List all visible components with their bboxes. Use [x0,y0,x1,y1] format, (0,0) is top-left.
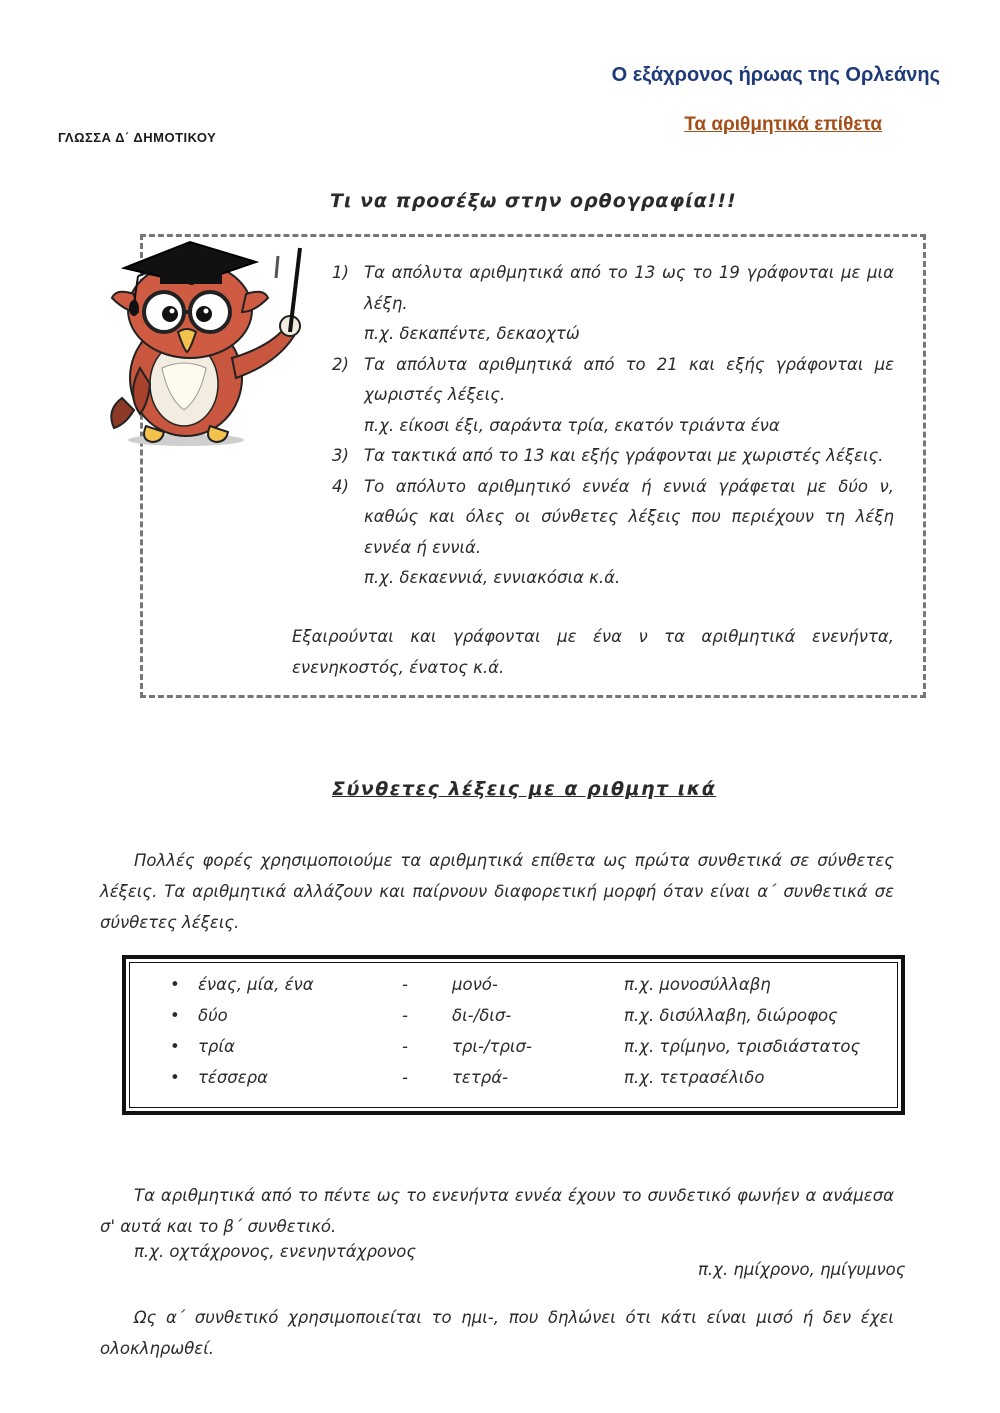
table-row [130,1037,897,1068]
numeral-prefix: τετρά- [452,1068,509,1087]
orthography-heading: Τι να προσέξω στην ορθογραφία!!! [330,190,737,212]
prefix-example: π.χ. τρίμηνο, τρισδιάστατος [624,1037,861,1056]
rule-example: π.χ. δεκαεννιά, εννιακόσια κ.ά. [364,568,621,587]
page-title: Ο εξάχρονος ήρωας της Ορλεάνης [611,64,940,86]
rule-example: π.χ. είκοσι έξι, σαράντα τρία, εκατόν τριάντα ένα [364,415,780,435]
rule-text: Τα απόλυτα αριθμητικά από το 21 και εξής γράφονται με χωριστές λέξεις. [364,354,894,404]
rule-number: 3) [332,446,349,465]
rule-item [332,258,894,350]
rule-example: π.χ. δεκαπέντε, δεκαοχτώ [364,324,580,343]
grade-label: ΓΛΩΣΣΑ Δ΄ ΔΗΜΟΤΙΚΟΥ [58,130,217,145]
compound-heading: Σύνθετες λέξεις με α ριθμητ ικά [332,778,717,800]
rule-item [332,350,894,442]
numeral-prefix: μονό- [452,975,498,994]
prefix-example: π.χ. τετρασέλιδο [624,1068,765,1087]
numeral-word: τρία [198,1037,235,1056]
connective-example: π.χ. οχτάχρονος, ενενηντάχρονος [134,1242,417,1261]
connective-vowel-text: Τα αριθμητικά από το πέντε ως το ενενήντα εννέα έχουν το συνδετικό φωνήεν α ανάμεσα σ' αυτά και το β΄ συνθετικό. [100,1186,894,1236]
numeral-prefix: τρι-/τρισ- [452,1037,532,1056]
half-prefix-example: π.χ. ημίχρονο, ημίγυμνος [698,1260,906,1279]
dash: - [402,975,408,994]
prefix-example: π.χ. μονοσύλλαβη [624,975,771,994]
prefix-table-inner [129,962,898,1108]
bullet: • [170,975,180,994]
bullet: • [170,1006,180,1025]
table-row [130,1068,897,1099]
bullet: • [170,1068,180,1087]
rule-exception: Εξαιρούνται και γράφονται με ένα ν τα αριθμητικά ενενήντα, ενενηκοστός, ένατος κ.ά. [292,627,894,677]
rule-number: 4) [332,476,349,496]
rule-text: Το απόλυτο αριθμητικό εννέα ή εννιά γράφεται με δύο ν, καθώς και όλες οι σύνθετες λέξεις που περιέχουν τη λέξη εννέα ή εννιά. [364,476,894,557]
orthography-rules [332,258,894,594]
page-subtitle: Τα αριθμητικά επίθετα [684,114,882,135]
rule-item [332,441,894,472]
prefix-table [122,955,905,1115]
prefix-example: π.χ. δισύλλαβη, διώροφος [624,1006,838,1025]
compound-intro: Πολλές φορές χρησιμοποιούμε τα αριθμητικά επίθετα ως πρώτα συνθετικά σε σύνθετες λέξεις. Τα αριθμητικά αλλάζουν και παίρνουν διαφορετική μορφή όταν είναι α΄ συνθετικά σε σύνθετες λέξεις. [100,851,894,932]
dash: - [402,1037,408,1056]
half-prefix-text: Ως α΄ συνθετικό χρησιμοποιείται το ημι-, που δηλώνει ότι κάτι είναι μισό ή δεν έχει ολοκληρωθεί. [100,1308,894,1358]
owl-teacher-illustration [104,228,314,450]
rule-number: 2) [332,354,349,374]
rule-text: Τα απόλυτα αριθμητικά από το 13 ως το 19 γράφονται με μια λέξη. [364,263,894,313]
rule-text: Τα τακτικά από το 13 και εξής γράφονται με χωριστές λέξεις. [364,446,884,465]
dash: - [402,1006,408,1025]
dash: - [402,1068,408,1087]
rule-item [332,472,894,594]
numeral-prefix: δι-/δισ- [452,1006,512,1025]
numeral-word: τέσσερα [198,1068,269,1087]
numeral-word: ένας, μία, ένα [198,975,314,994]
table-row [130,975,897,1006]
bullet: • [170,1037,180,1056]
numeral-word: δύο [198,1006,228,1025]
table-row [130,1006,897,1037]
rule-number: 1) [332,263,349,282]
